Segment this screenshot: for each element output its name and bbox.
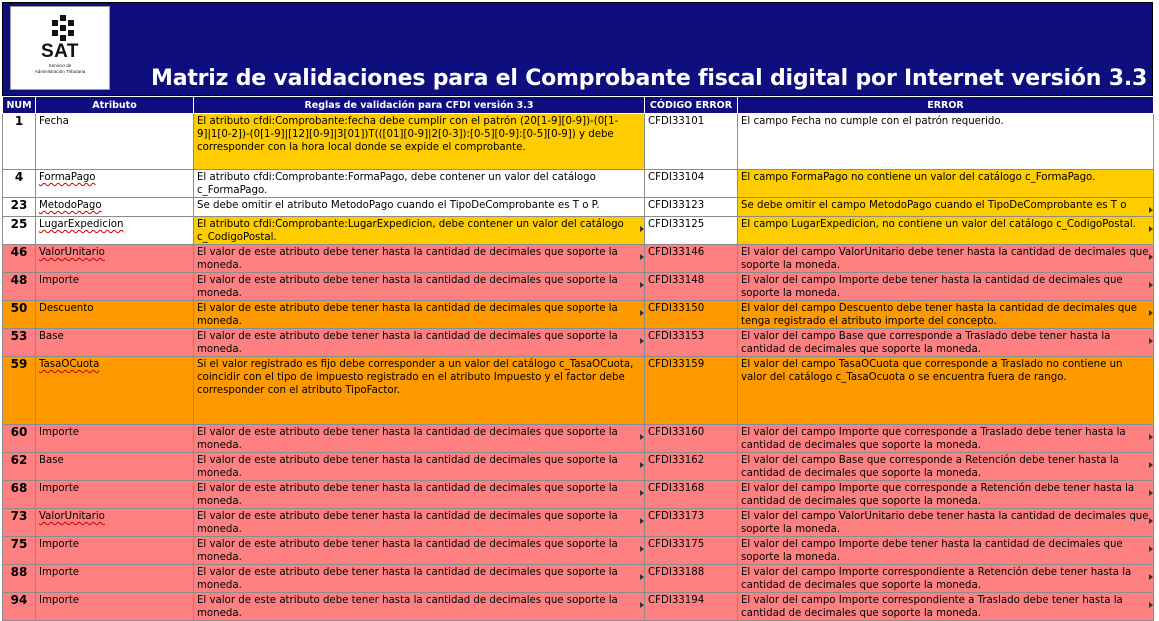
overflow-marker-icon	[1149, 310, 1153, 316]
cell-num[interactable]: 59	[3, 357, 36, 425]
overflow-marker-icon	[1149, 546, 1153, 552]
table-row	[3, 425, 1154, 453]
overflow-marker-icon	[640, 434, 644, 440]
overflow-marker-icon	[640, 490, 644, 496]
cell-codigo[interactable]: CFDI33188	[645, 565, 738, 593]
cell-error[interactable]: El valor del campo Importe debe tener hasta la cantidad de decimales que soporte la moneda.	[738, 537, 1154, 565]
cell-num[interactable]: 4	[3, 170, 36, 198]
cell-error[interactable]: El valor del campo Importe debe tener hasta la cantidad de decimales que soporte la moneda.	[738, 273, 1154, 301]
cell-regla[interactable]: El atributo cfdi:Comprobante:LugarExpedicion, debe contener un valor del catálogo c_CodigoPostal.	[194, 217, 645, 245]
cell-atributo[interactable]: Descuento	[36, 301, 194, 329]
table-row	[3, 170, 1154, 198]
cell-error[interactable]: El campo LugarExpedicion, no contiene un valor del catálogo c_CodigoPostal.	[738, 217, 1154, 245]
overflow-marker-icon	[1149, 602, 1153, 608]
overflow-marker-icon	[640, 282, 644, 288]
cell-codigo[interactable]: CFDI33104	[645, 170, 738, 198]
table-row	[3, 114, 1154, 170]
cell-atributo[interactable]: ValorUnitario	[36, 509, 194, 537]
cell-atributo[interactable]: LugarExpedicion	[36, 217, 194, 245]
cell-num[interactable]: 73	[3, 509, 36, 537]
cell-codigo[interactable]: CFDI33160	[645, 425, 738, 453]
cell-atributo[interactable]: TasaOCuota	[36, 357, 194, 425]
table-row	[3, 537, 1154, 565]
table-row	[3, 593, 1154, 621]
overflow-marker-icon	[640, 518, 644, 524]
overflow-marker-icon	[1149, 574, 1153, 580]
cell-error[interactable]: El valor del campo Base que corresponde a Traslado debe tener hasta la cantidad de decimales que soporte la moneda.	[738, 329, 1154, 357]
cell-codigo[interactable]: CFDI33162	[645, 453, 738, 481]
overflow-marker-icon	[1149, 226, 1153, 232]
overflow-marker-icon	[1149, 338, 1153, 344]
cell-atributo[interactable]: Importe	[36, 537, 194, 565]
table-row	[3, 301, 1154, 329]
cell-codigo[interactable]: CFDI33168	[645, 481, 738, 509]
overflow-marker-icon	[640, 546, 644, 552]
overflow-marker-icon	[1149, 282, 1153, 288]
validation-table	[2, 96, 1154, 621]
overflow-marker-icon	[640, 254, 644, 260]
cell-error[interactable]: El campo FormaPago no contiene un valor del catálogo c_FormaPago.	[738, 170, 1154, 198]
cell-error[interactable]: El valor del campo Base que corresponde a Retención debe tener hasta la cantidad de decimales que soporte la moneda.	[738, 453, 1154, 481]
cell-error[interactable]: El valor del campo TasaOCuota que corresponde a Traslado no contiene un valor del catálogo c_TasaOcuota o se encuentra fuera de rango.	[738, 357, 1154, 425]
cell-codigo[interactable]: CFDI33123	[645, 198, 738, 217]
table-row	[3, 481, 1154, 509]
overflow-marker-icon	[640, 462, 644, 468]
overflow-marker-icon	[1149, 434, 1153, 440]
header-num[interactable]: NUM	[3, 97, 36, 114]
header-banner	[2, 2, 1153, 96]
cell-codigo[interactable]: CFDI33148	[645, 273, 738, 301]
cell-regla[interactable]: El valor de este atributo debe tener hasta la cantidad de decimales que soporte la moneda.	[194, 453, 645, 481]
cell-num[interactable]: 94	[3, 593, 36, 621]
logo-subtitle: Servicio de Administración Tributaria	[34, 63, 86, 74]
table-header-row	[3, 97, 1154, 114]
cell-regla[interactable]: El valor de este atributo debe tener hasta la cantidad de decimales que soporte la moneda.	[194, 301, 645, 329]
cell-atributo[interactable]: MetodoPago	[36, 198, 194, 217]
cell-regla[interactable]: El valor de este atributo debe tener hasta la cantidad de decimales que soporte la moneda.	[194, 593, 645, 621]
cell-regla[interactable]: El valor de este atributo debe tener hasta la cantidad de decimales que soporte la moneda.	[194, 565, 645, 593]
table-row	[3, 217, 1154, 245]
cell-num[interactable]: 50	[3, 301, 36, 329]
cell-atributo[interactable]: Fecha	[36, 114, 194, 170]
table-row	[3, 357, 1154, 425]
table-row	[3, 329, 1154, 357]
cell-atributo[interactable]: Importe	[36, 273, 194, 301]
overflow-marker-icon	[1149, 462, 1153, 468]
cell-regla[interactable]: El valor de este atributo debe tener hasta la cantidad de decimales que soporte la moneda.	[194, 245, 645, 273]
cell-error[interactable]: El valor del campo Descuento debe tener hasta la cantidad de decimales que tenga registrado el atributo importe del concepto.	[738, 301, 1154, 329]
cell-error[interactable]: El valor del campo Importe que corresponde a Traslado debe tener hasta la cantidad de decimales que soporte la moneda.	[738, 425, 1154, 453]
table-row	[3, 453, 1154, 481]
table-row	[3, 198, 1154, 217]
table-row	[3, 565, 1154, 593]
cell-num[interactable]: 25	[3, 217, 36, 245]
logo-wordmark: SAT	[40, 41, 80, 62]
cell-error[interactable]: El valor del campo ValorUnitario debe tener hasta la cantidad de decimales que soporte la moneda.	[738, 509, 1154, 537]
cell-codigo[interactable]: CFDI33175	[645, 537, 738, 565]
overflow-marker-icon	[640, 310, 644, 316]
cell-regla[interactable]: El valor de este atributo debe tener hasta la cantidad de decimales que soporte la moneda.	[194, 481, 645, 509]
cell-atributo[interactable]: Base	[36, 329, 194, 357]
table-row	[3, 509, 1154, 537]
cell-atributo[interactable]: Importe	[36, 425, 194, 453]
cell-num[interactable]: 53	[3, 329, 36, 357]
header-codigo-error[interactable]: CÓDIGO ERROR	[645, 97, 738, 114]
cell-atributo[interactable]: Base	[36, 453, 194, 481]
table-row	[3, 245, 1154, 273]
cell-codigo[interactable]: CFDI33150	[645, 301, 738, 329]
cell-error[interactable]: El campo Fecha no cumple con el patrón requerido.	[738, 114, 1154, 170]
cell-error[interactable]: El valor del campo Importe correspondiente a Retención debe tener hasta la cantidad de decimales que soporte la moneda.	[738, 565, 1154, 593]
overflow-marker-icon	[1149, 518, 1153, 524]
cell-error[interactable]: El valor del campo ValorUnitario debe tener hasta la cantidad de decimales que soporte la moneda.	[738, 245, 1154, 273]
cell-regla[interactable]: El valor de este atributo debe tener hasta la cantidad de decimales que soporte la moneda.	[194, 425, 645, 453]
cell-atributo[interactable]: ValorUnitario	[36, 245, 194, 273]
cell-regla[interactable]: El valor de este atributo debe tener hasta la cantidad de decimales que soporte la moneda.	[194, 537, 645, 565]
cell-codigo[interactable]: CFDI33159	[645, 357, 738, 425]
cell-num[interactable]: 62	[3, 453, 36, 481]
overflow-marker-icon	[1149, 490, 1153, 496]
cell-num[interactable]: 46	[3, 245, 36, 273]
cell-regla[interactable]: Si el valor registrado es fijo debe corresponder a un valor del catálogo c_TasaOCuota, coincidir con el tipo de impuesto registrado en el atributo Impuesto y el factor debe corresponder con el atributo TipoFactor.	[194, 357, 645, 425]
overflow-marker-icon	[640, 574, 644, 580]
overflow-marker-icon	[1149, 254, 1153, 260]
cell-num[interactable]: 68	[3, 481, 36, 509]
cell-codigo[interactable]: CFDI33125	[645, 217, 738, 245]
cell-num[interactable]: 48	[3, 273, 36, 301]
cell-regla[interactable]: El atributo cfdi:Comprobante:fecha debe cumplir con el patrón (20[1-9][0-9])-(0[1-9]|1[0-2])-(0[1-9]|[12][0-9]|3[01])T(([01][0-9]|2[0-3]):[0-5][0-9]:[0-5][0-9]) y debe corresponder con la hora local donde se expide el comprobante.	[194, 114, 645, 170]
cell-codigo[interactable]: CFDI33173	[645, 509, 738, 537]
header-reglas[interactable]: Reglas de validación para CFDI versión 3.3	[194, 97, 645, 114]
cell-regla[interactable]: El atributo cfdi:Comprobante:FormaPago, debe contener un valor del catálogo c_FormaPago.	[194, 170, 645, 198]
sat-logo	[10, 6, 110, 90]
cell-codigo[interactable]: CFDI33146	[645, 245, 738, 273]
page-title: Matriz de validaciones para el Comprobante fiscal digital por Internet versión 3.3	[151, 66, 1148, 91]
cell-regla[interactable]: El valor de este atributo debe tener hasta la cantidad de decimales que soporte la moneda.	[194, 509, 645, 537]
cell-num[interactable]: 88	[3, 565, 36, 593]
cell-codigo[interactable]: CFDI33194	[645, 593, 738, 621]
cell-num[interactable]: 75	[3, 537, 36, 565]
cell-atributo[interactable]: Importe	[36, 565, 194, 593]
cell-num[interactable]: 60	[3, 425, 36, 453]
cell-num[interactable]: 1	[3, 114, 36, 170]
cell-regla[interactable]: Se debe omitir el atributo MetodoPago cuando el TipoDeComprobante es T o P.	[194, 198, 645, 217]
cell-error[interactable]: El valor del campo Importe correspondiente a Traslado debe tener hasta la cantidad de decimales que soporte la moneda.	[738, 593, 1154, 621]
cell-num[interactable]: 23	[3, 198, 36, 217]
header-atributo[interactable]: Atributo	[36, 97, 194, 114]
overflow-marker-icon	[640, 226, 644, 232]
overflow-marker-icon	[640, 338, 644, 344]
cell-atributo[interactable]: Importe	[36, 593, 194, 621]
overflow-marker-icon	[1149, 207, 1153, 213]
cell-error[interactable]: El valor del campo Importe que corresponde a Retención debe tener hasta la cantidad de decimales que soporte la moneda.	[738, 481, 1154, 509]
cell-atributo[interactable]: Importe	[36, 481, 194, 509]
cell-regla[interactable]: El valor de este atributo debe tener hasta la cantidad de decimales que soporte la moneda.	[194, 329, 645, 357]
cell-atributo[interactable]: FormaPago	[36, 170, 194, 198]
table-row	[3, 273, 1154, 301]
cell-codigo[interactable]: CFDI33101	[645, 114, 738, 170]
header-error[interactable]: ERROR	[738, 97, 1154, 114]
cell-regla[interactable]: El valor de este atributo debe tener hasta la cantidad de decimales que soporte la moneda.	[194, 273, 645, 301]
cell-error[interactable]: Se debe omitir el campo MetodoPago cuando el TipoDeComprobante es T o	[738, 198, 1154, 217]
overflow-marker-icon	[640, 602, 644, 608]
cell-codigo[interactable]: CFDI33153	[645, 329, 738, 357]
